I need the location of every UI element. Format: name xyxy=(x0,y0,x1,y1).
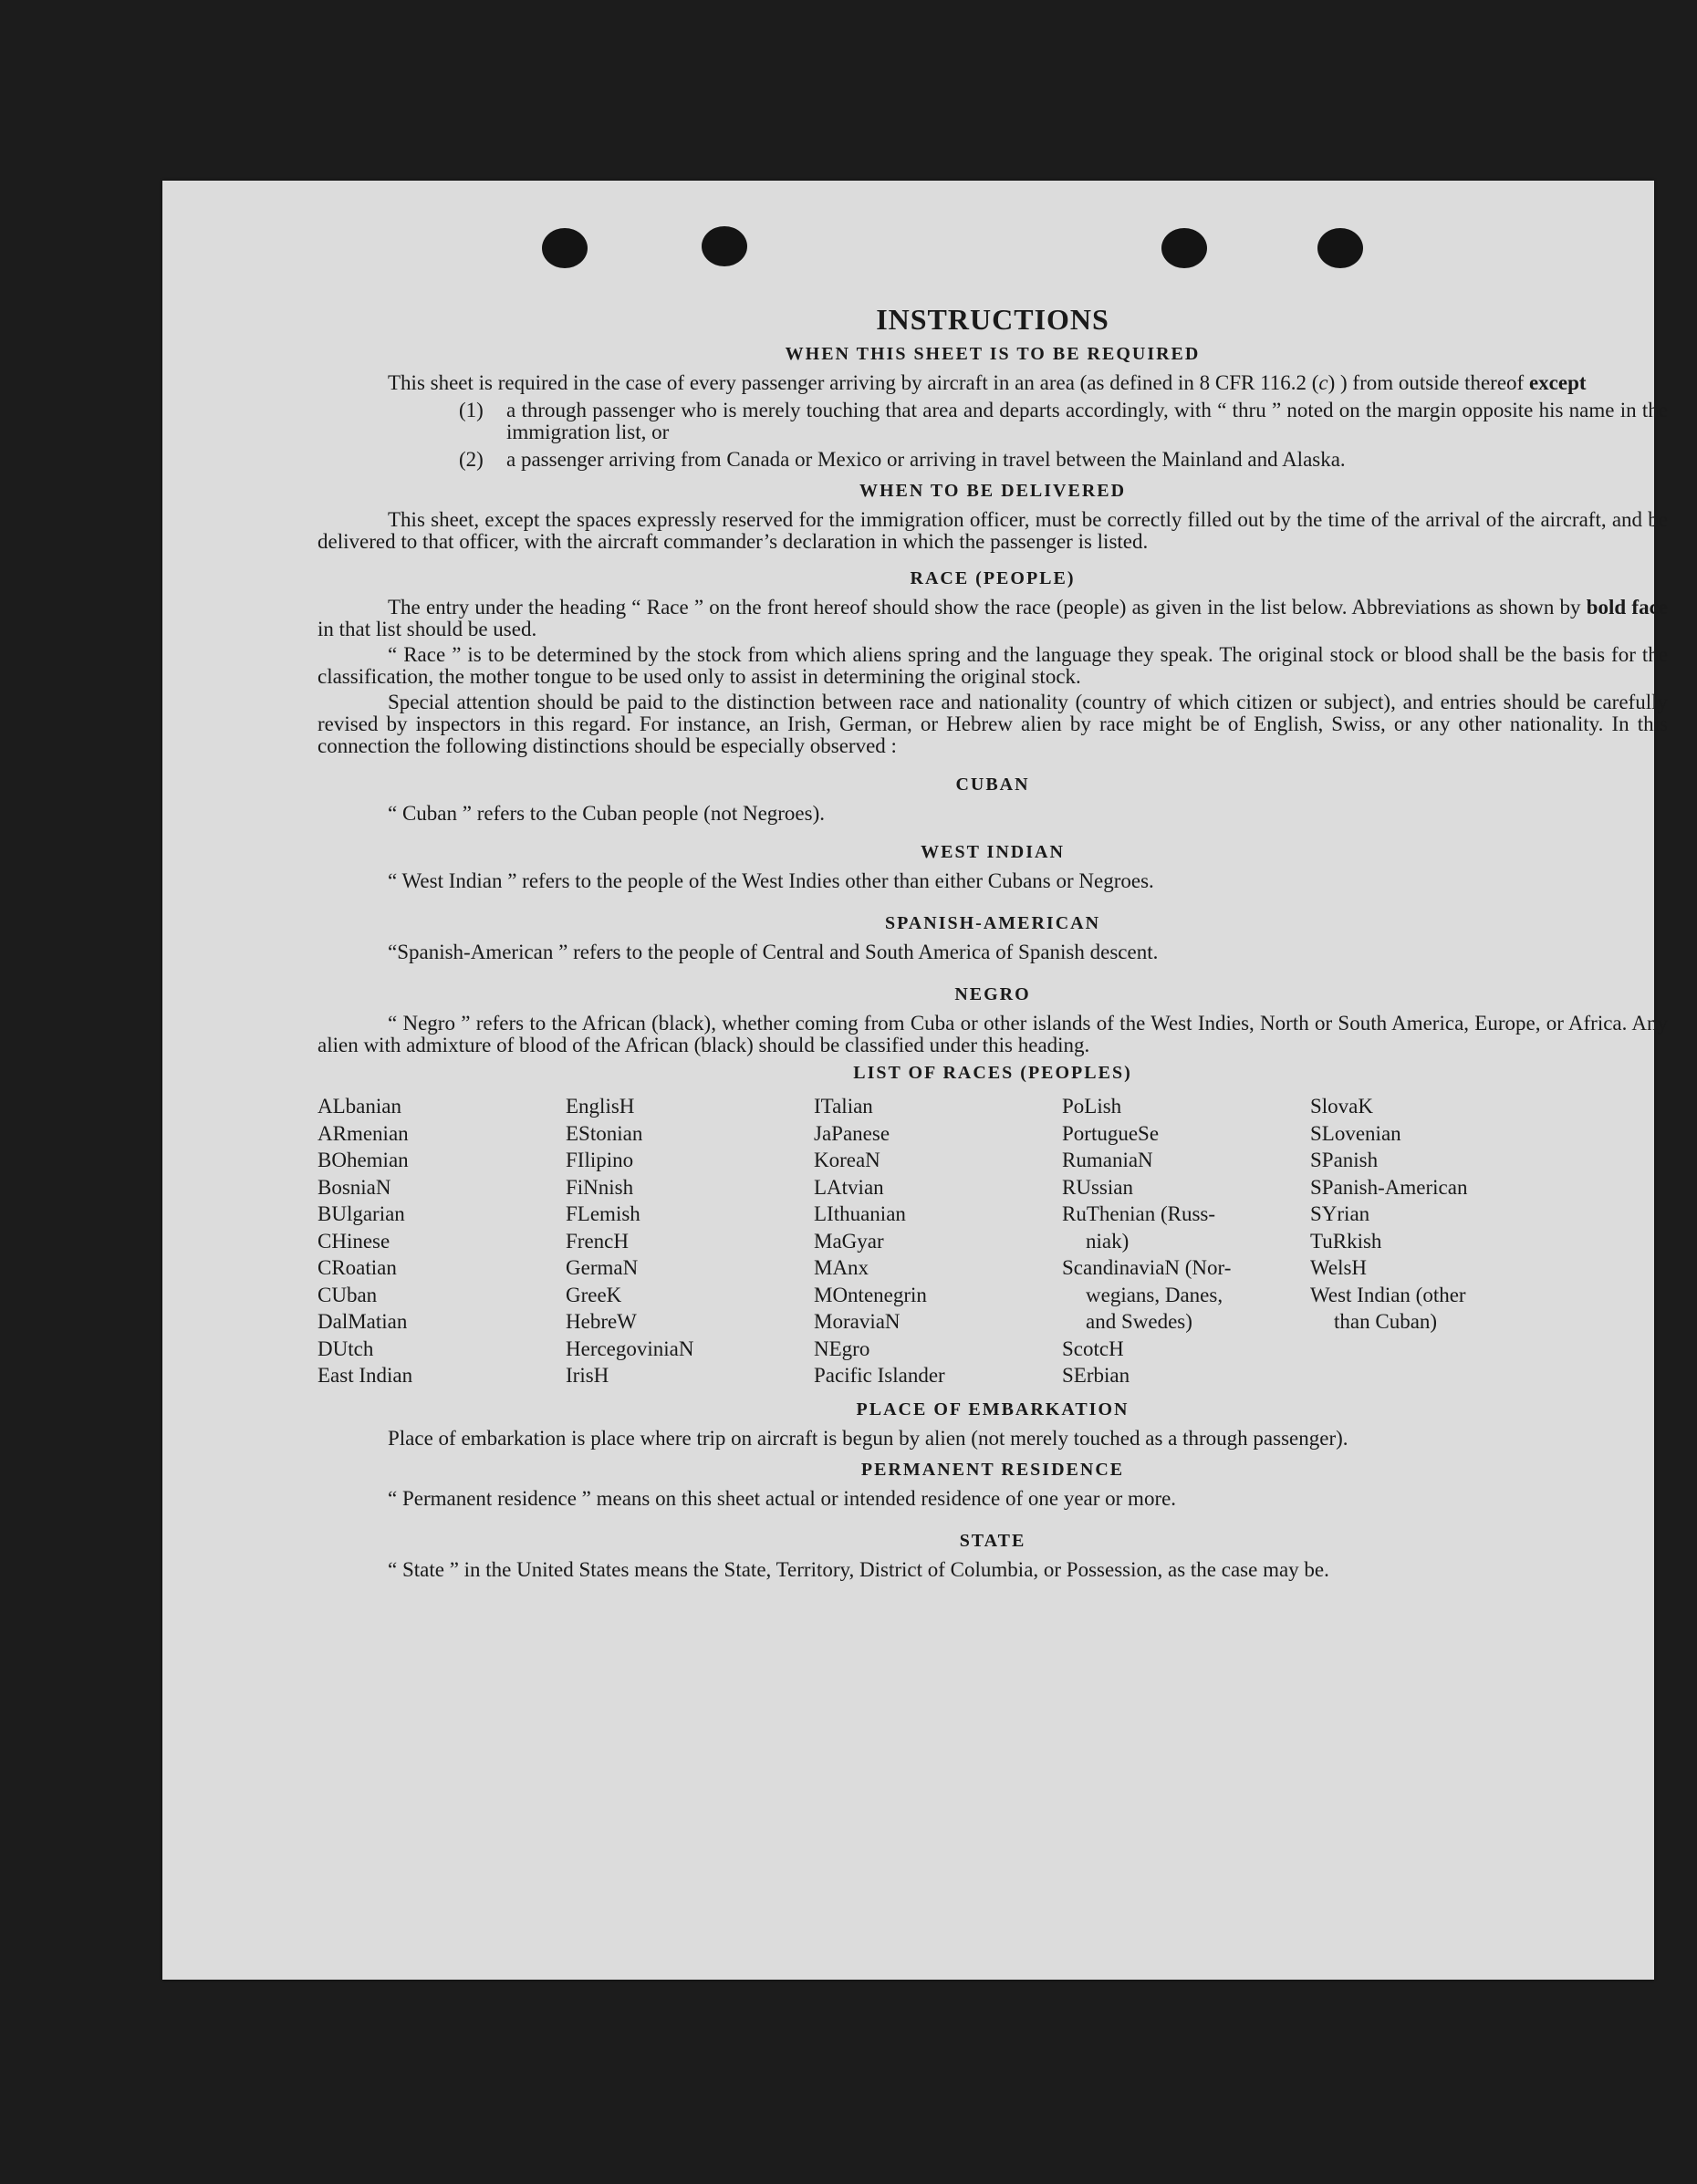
state-text: “ State ” in the United States means the State, Territory, District of Columbia, or Possession, as the case may be. xyxy=(388,1557,1329,1581)
race-item: WelsH xyxy=(1310,1256,1368,1279)
race-item: LAtvian xyxy=(814,1175,884,1199)
definition-text: “ West Indian ” refers to the people of the West Indies other than either Cubans or Negroes. xyxy=(388,869,1154,892)
race-item: FiNnish xyxy=(566,1175,634,1199)
race-item: NEgro xyxy=(814,1336,870,1360)
race-item: RUssian xyxy=(1062,1175,1133,1199)
race-item: ScotcH xyxy=(1062,1336,1124,1360)
race-list xyxy=(318,1093,1668,1389)
race-item: GreeK xyxy=(566,1283,622,1306)
race-column xyxy=(1310,1093,1558,1389)
race-item: CUban xyxy=(318,1283,378,1306)
race-item: EStonian xyxy=(566,1121,643,1145)
section-heading-embarkation: PLACE OF EMBARKATION xyxy=(856,1399,1130,1420)
race-item: IrisH xyxy=(566,1364,609,1387)
race-item: DUtch xyxy=(318,1336,374,1360)
race-item: ALbanian xyxy=(318,1095,401,1118)
race-item: KoreaN xyxy=(814,1149,880,1171)
exception-item: (1) a through passenger who is merely touching that area and departs accordingly, with “ thru ” noted on the margin opposite his name in the immigration list, or xyxy=(459,399,1668,443)
race-item: FLemish xyxy=(566,1202,640,1225)
section-heading-spanish-american: SPANISH-AMERICAN xyxy=(884,913,1101,933)
race-item: ITalian xyxy=(814,1095,873,1118)
punch-hole xyxy=(1317,228,1363,268)
race-paragraph: “ Race ” is to be determined by the stock from which aliens spring and the language they speak. The original stock or blood shall be the basis for the classification, the mother tongue to be used only to assist in determining the original stock. xyxy=(318,643,1668,688)
race-item: PortugueSe xyxy=(1062,1121,1160,1145)
race-item: SlovaK xyxy=(1310,1095,1373,1118)
section-heading-race: RACE (PEOPLE) xyxy=(910,568,1076,588)
race-item: Pacific Islander xyxy=(814,1364,945,1387)
race-paragraph: Special attention should be paid to the distinction between race and nationality (country of which citizen or subject), and entries should be carefully revised by inspectors in this regard. For instance, an Irish, German, or Hebrew alien by race might be of English, Swiss, or any other nationality. In this connection the following distinctions should be especially observed : xyxy=(318,691,1668,757)
race-column xyxy=(318,1093,566,1389)
race-item: PoLish xyxy=(1062,1095,1122,1118)
instructions-content xyxy=(318,303,1668,1581)
race-item: BosniaN xyxy=(318,1175,391,1199)
race-column xyxy=(1062,1093,1310,1389)
race-item: niak) xyxy=(1086,1229,1130,1253)
race-item: CHinese xyxy=(318,1229,390,1253)
punch-hole xyxy=(1161,228,1207,268)
race-item: MAnx xyxy=(814,1256,869,1279)
section-heading-when-delivered: WHEN TO BE DELIVERED xyxy=(859,481,1127,501)
race-paragraph: The entry under the heading “ Race ” on the front hereof should show the race (people) as given in the list below. Abbreviations as shown by bold face in that list should be used. xyxy=(318,596,1668,640)
punch-hole xyxy=(702,226,747,266)
race-column xyxy=(566,1093,814,1389)
race-item: ScandinaviaN (Nor- xyxy=(1062,1256,1232,1279)
page-title: INSTRUCTIONS xyxy=(876,303,1109,336)
race-item: JaPanese xyxy=(814,1121,890,1145)
race-item: MaGyar xyxy=(814,1229,884,1253)
definition-text: “ Negro ” refers to the African (black), whether coming from Cuba or other islands of the West Indies, North or South America, Europe, or Africa. Any alien with admixture of blood of the African (black) should be classified under this heading. xyxy=(318,1012,1668,1056)
race-item: LIthuanian xyxy=(814,1202,906,1225)
race-item: RumaniaN xyxy=(1062,1149,1153,1171)
race-item: FIlipino xyxy=(566,1149,634,1171)
when-delivered-text: This sheet, except the spaces expressly reserved for the immigration officer, must be correctly filled out by the time of the arrival of the aircraft, and be delivered to that officer, with the aircraft commander’s declaration in which the passenger is listed. xyxy=(318,508,1668,553)
section-heading-list-of-races: LIST OF RACES (PEOPLES) xyxy=(853,1063,1132,1083)
race-item: wegians, Danes, xyxy=(1086,1283,1223,1306)
section-heading-cuban: CUBAN xyxy=(955,775,1030,795)
race-item: West Indian (other xyxy=(1310,1283,1466,1306)
definition-text: “ Cuban ” refers to the Cuban people (not Negroes). xyxy=(388,802,826,825)
section-heading-permanent-residence: PERMANENT RESIDENCE xyxy=(860,1459,1125,1480)
definition-text: “Spanish-American ” refers to the people of Central and South America of Spanish descent. xyxy=(388,941,1159,963)
document-page xyxy=(162,181,1668,1980)
race-item: and Swedes) xyxy=(1086,1310,1192,1333)
exception-item: (2) a passenger arriving from Canada or Mexico or arriving in travel between the Mainland and Alaska. xyxy=(459,448,1346,471)
race-item: CRoatian xyxy=(318,1256,397,1279)
race-item: MOntenegrin xyxy=(814,1283,927,1306)
race-item: than Cuban) xyxy=(1334,1310,1438,1333)
when-required-intro: This sheet is required in the case of every passenger arriving by aircraft in an area (as defined in 8 CFR 116.2 (c) ) from outside thereof except xyxy=(388,371,1587,394)
race-item: FrencH xyxy=(566,1229,629,1253)
section-heading-negro: NEGRO xyxy=(954,984,1031,1004)
race-item: DalMatian xyxy=(318,1310,408,1333)
race-item: SErbian xyxy=(1062,1364,1130,1387)
section-heading-state: STATE xyxy=(959,1530,1026,1551)
race-item: MoraviaN xyxy=(814,1310,901,1333)
race-item: HercegoviniaN xyxy=(566,1336,694,1360)
race-column xyxy=(814,1093,1062,1389)
race-item: ARmenian xyxy=(318,1121,409,1145)
race-item: RuThenian (Russ- xyxy=(1062,1202,1216,1225)
race-item: SPanish-American xyxy=(1310,1175,1468,1199)
race-item: EnglisH xyxy=(566,1095,635,1118)
race-item: BUlgarian xyxy=(318,1202,405,1225)
race-item: BOhemian xyxy=(318,1149,409,1171)
race-item: East Indian xyxy=(318,1364,413,1387)
race-item: SPanish xyxy=(1310,1149,1379,1171)
race-item: TuRkish xyxy=(1310,1229,1382,1253)
section-heading-west-indian: WEST INDIAN xyxy=(921,842,1065,862)
race-item: SYrian xyxy=(1310,1202,1370,1225)
permanent-residence-text: “ Permanent residence ” means on this sheet actual or intended residence of one year or more. xyxy=(388,1486,1177,1510)
embarkation-text: Place of embarkation is place where trip on aircraft is begun by alien (not merely touched as a through passenger). xyxy=(388,1426,1348,1450)
punch-hole xyxy=(542,228,588,268)
section-heading-when-required: WHEN THIS SHEET IS TO BE REQUIRED xyxy=(785,344,1201,364)
race-item: GermaN xyxy=(566,1256,639,1279)
race-item: HebreW xyxy=(566,1310,637,1333)
race-item: SLovenian xyxy=(1310,1121,1401,1145)
